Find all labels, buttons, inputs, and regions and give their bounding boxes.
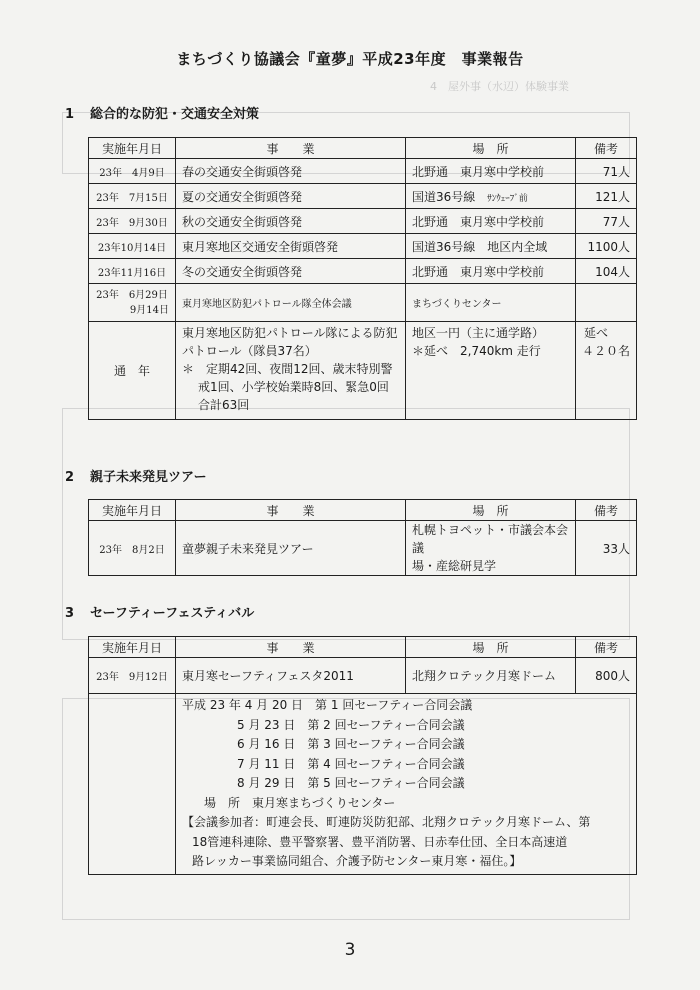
- section-heading-1: 1 総合的な防犯・交通安全対策: [65, 107, 260, 122]
- table-row-patrol: 通 年 東月寒地区防犯パトロール隊による防犯 パトロール（隊員37名） ＊ 定期42回、夜間12回、歳末特別警 戒1回、小学校始業時8回、緊急0回 合計63回 地区一円（主に通学路） ＊延べ 2,740km 走行 延べ ４２０名: [89, 322, 637, 420]
- table-row: 23年10月14日 東月寒地区交通安全街頭啓発 国道36号線 地区内全域 1100人: [89, 234, 637, 259]
- header-date: 実施年月日: [89, 138, 176, 159]
- table-row: 23年 6月29日 9月14日 東月寒地区防犯パトロール隊全体会議 まちづくりセンター: [89, 284, 637, 322]
- section-1-table: [88, 137, 637, 420]
- participants-line: 18管連科連除、豊平警察署、豊平消防署、日赤奉仕団、全日本高速道: [192, 834, 568, 849]
- header-note: 備考: [576, 138, 637, 159]
- table-row-meetings: [89, 694, 637, 875]
- section-2-table: [88, 499, 637, 576]
- table-header-row: 実施年月日 事 業 場 所 備考: [89, 637, 637, 658]
- header-event: 事 業: [176, 138, 406, 159]
- table-row: 23年 7月15日 夏の交通安全街頭啓発 国道36号線 ｻﾝｳｪｰﾌﾞ前 121人: [89, 184, 637, 209]
- page-number: 3: [344, 940, 356, 960]
- page-title: まちづくり協議会『童夢』平成23年度 事業報告: [176, 50, 524, 68]
- table-row: 23年 9月30日 秋の交通安全街頭啓発 北野通 東月寒中学校前 77人: [89, 209, 637, 234]
- meeting-schedule: 平成 23 年 4 月 20 日 第 1 回セーフティー合同会議 5 月 23 日 第 2 回セーフティー合同会議 6 月 16 日 第 3 回セーフティー合同会議 7 月 11 日 第 4 回セーフティー合同会議 8 月 29 日 第 5 回セーフティー合同会議 場 所 東月寒まちづくりセンター 【会議参加者：町連会長、町連防災防犯部、北翔クロテック月寒ドーム、第 18管連科連除、豊平警察署、豊平消防署、日赤奉仕団、全日本高速道 路レッカー事業協同組合、介護予防センター東月寒・福住。】: [176, 694, 637, 875]
- participants-line: 路レッカー事業協同組合、介護予防センター東月寒・福住。】: [192, 854, 522, 868]
- header-place: 場 所: [406, 138, 576, 159]
- section-heading-3: 3 セーフティーフェスティバル: [65, 606, 255, 621]
- table-row: 23年 4月9日 春の交通安全街頭啓発 北野通 東月寒中学校前 71人: [89, 159, 637, 184]
- table-header-row: 実施年月日 事 業 場 所 備考: [89, 500, 637, 521]
- table-row: 23年 9月12日 東月寒セーフティフェスタ2011 北翔クロテック月寒ドーム 800人: [89, 658, 637, 694]
- table-row: 23年 8月2日 童夢親子未来発見ツアー 札幌トヨペット・市議会本会議 場・産総研見学 33人: [89, 521, 637, 576]
- meeting-venue: 場 所 東月寒まちづくりセンター: [204, 795, 396, 810]
- section-heading-2: 2 親子未来発見ツアー: [65, 470, 207, 485]
- participants-line: 【会議参加者：町連会長、町連防災防犯部、北翔クロテック月寒ドーム、第: [182, 815, 591, 829]
- section-3-table: [88, 636, 637, 875]
- table-header-row: [89, 138, 637, 159]
- bleed-through-text: 4 屋外事（水辺）体験事業: [430, 80, 569, 93]
- table-row: 23年11月16日 冬の交通安全街頭啓発 北野通 東月寒中学校前 104人: [89, 259, 637, 284]
